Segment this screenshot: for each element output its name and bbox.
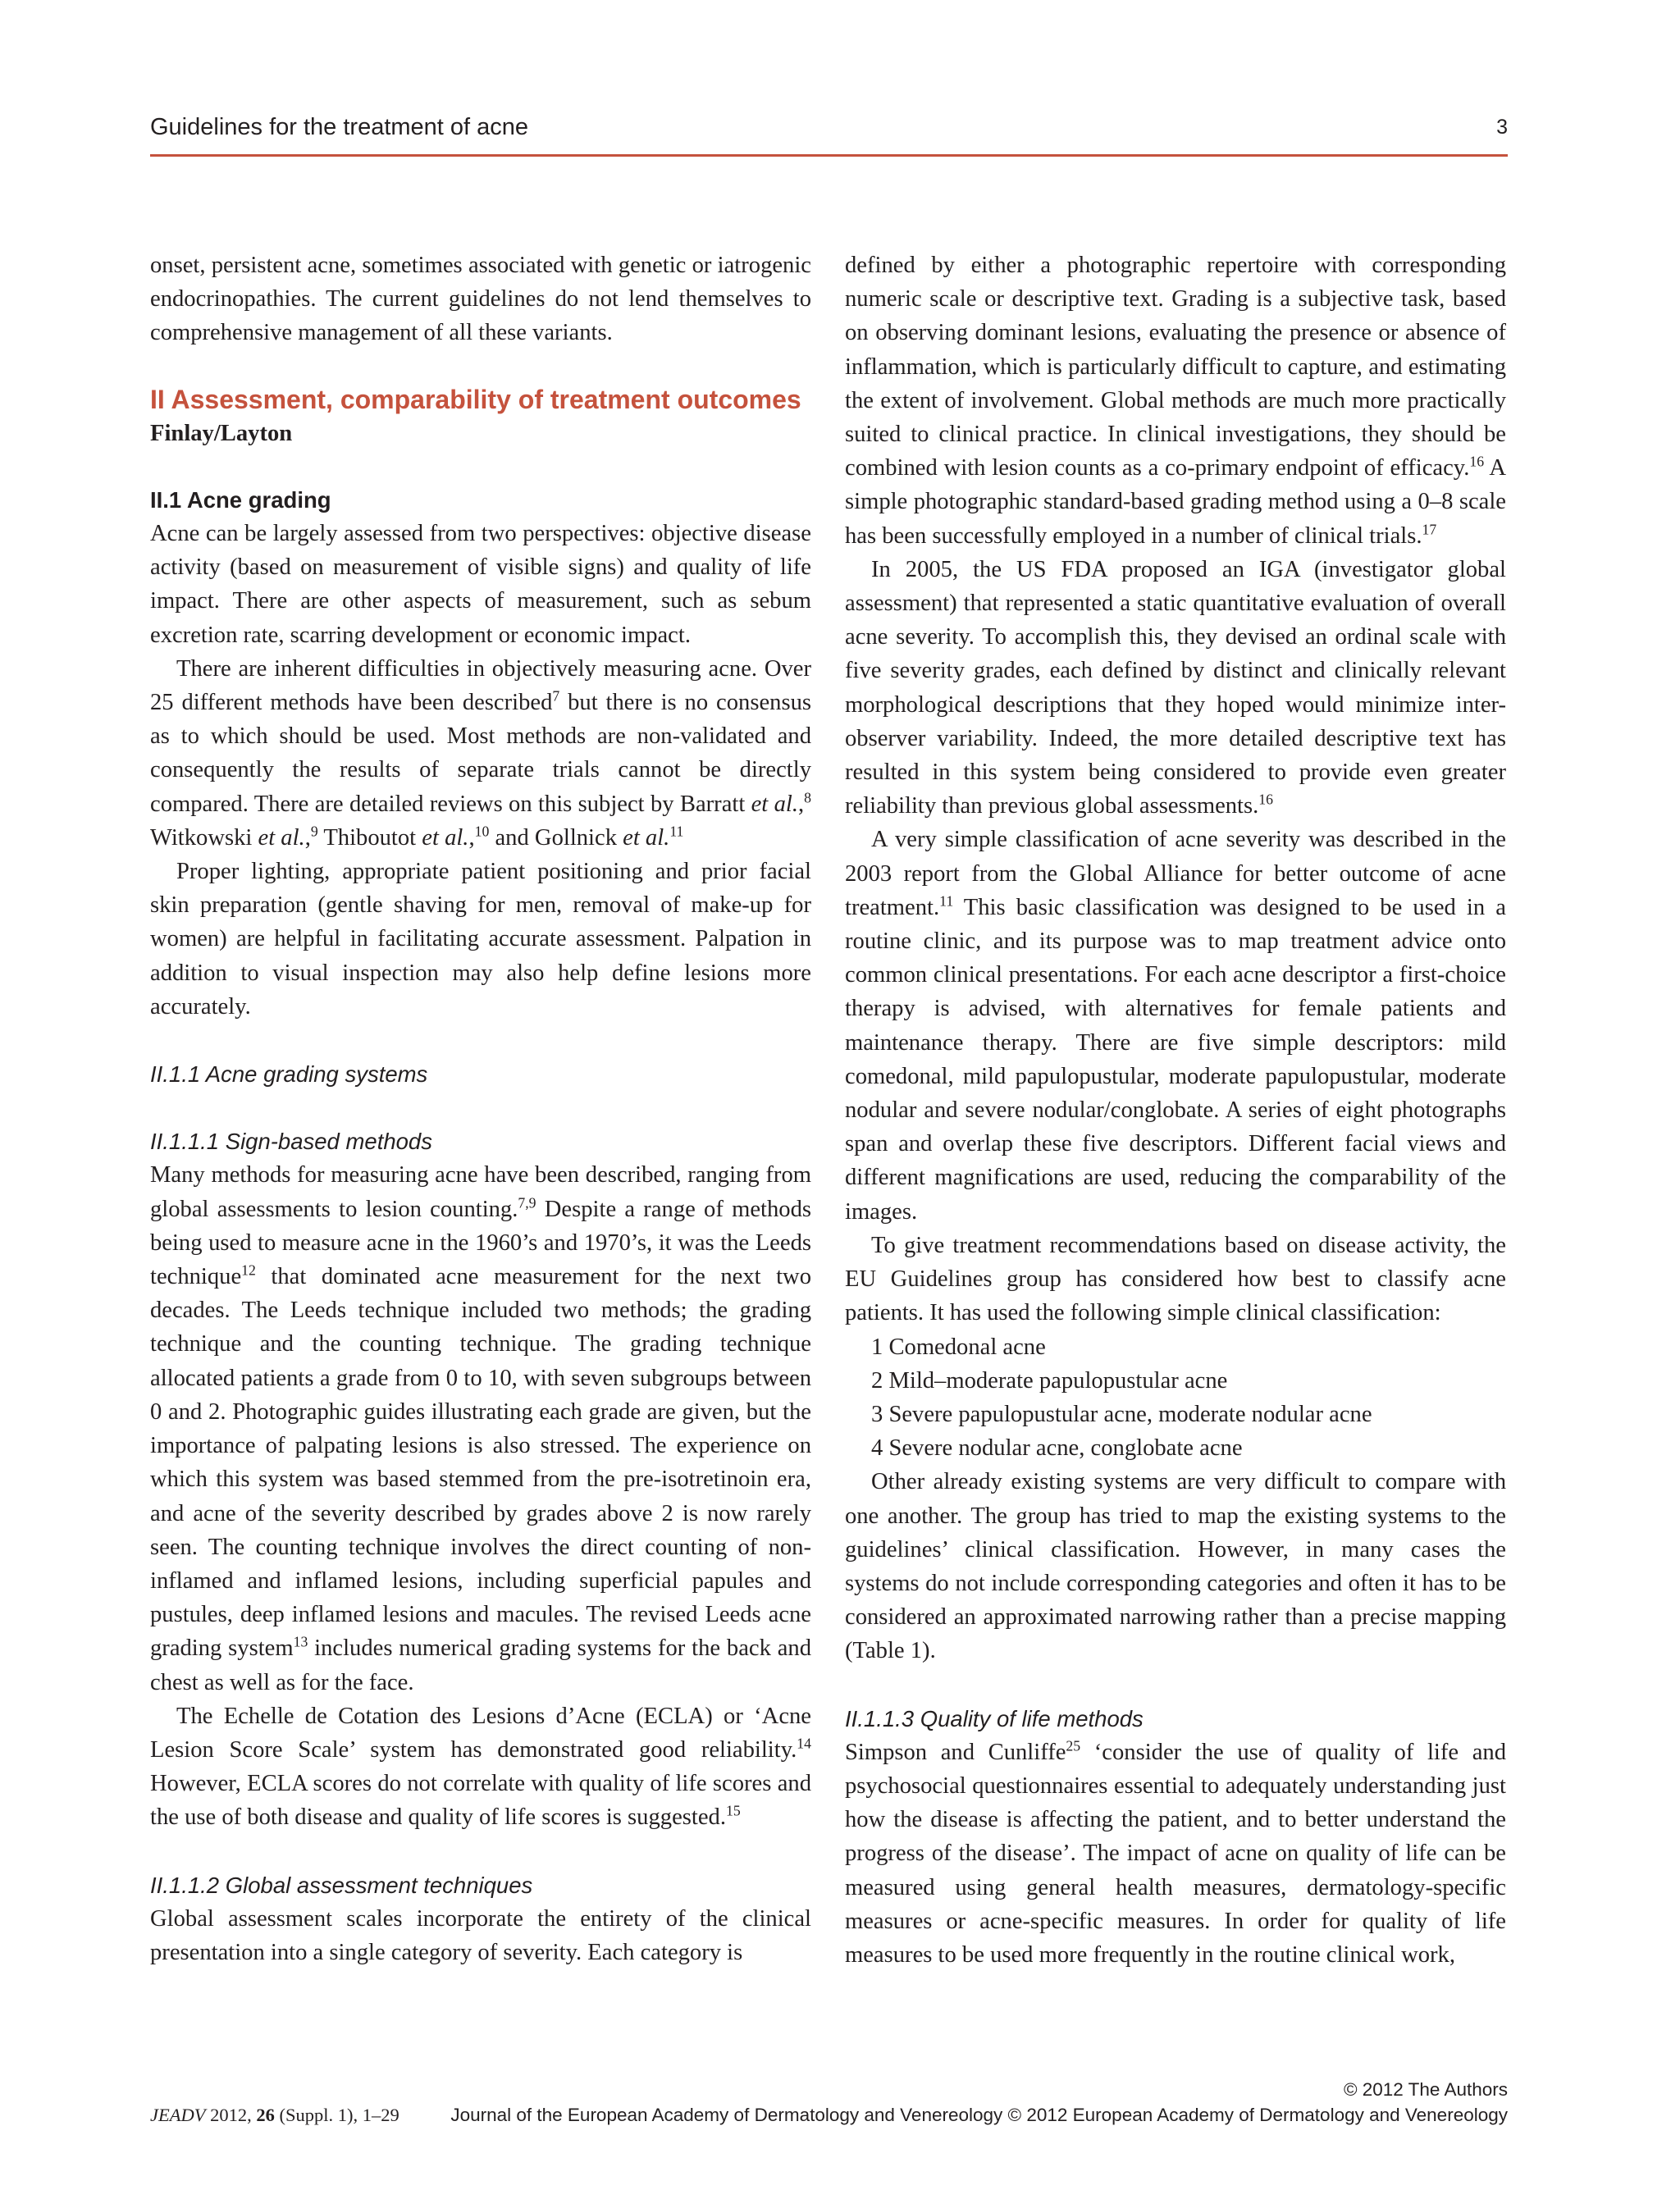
classification-item: 2 Mild–moderate papulopustular acne [871, 1367, 1228, 1394]
classification-item: 4 Severe nodular acne, conglobate acne [871, 1435, 1243, 1462]
paragraph-fda-iga: In 2005, the US FDA proposed an IGA (investigator global assessment) that represented a static quantitative evaluation of overall acne severity. To accomplish this, they devised an ordinal scale with five severity grades, each defined by distinct and clinically relevant morphological descriptions that they hoped would minimize inter-observer variability. Indeed, the more detailed descriptive text has resulted in this system being considered to provide even greater reliability than previous global assessments.$^{16}$ [845, 556, 1506, 819]
paragraph-simpson-cunliffe: Simpson and Cunliffe$^{25}$ ‘consider the use of quality of life and psychosocial questionnaires essential to adequately understanding just how the disease is affecting the patient, and to better understand the progress of the disease’. The impact of acne on quality of life can be measured using general health measures, dermatology-specific measures or acne-specific measures. In order for quality of life measures to be used more frequently in the routine clinical work, [845, 1737, 1506, 1968]
running-header [150, 110, 1508, 144]
section-authors: Finlay/Layton [150, 420, 293, 446]
citation-ref: 14 [797, 1735, 811, 1752]
paragraph-leeds-technique: Many methods for measuring acne have been described, ranging from global assessments to lesion counting.$^{7,9}$ Despite a range of methods being used to measure acne in the 1960’s and 1970’s, it was the Leeds technique$^{12}$ that dominated acne measurement for the next two decades. The Leeds technique included two methods; the grading technique and the counting technique. The grading technique allocated patients a grade from 0 to 10, with seven subgroups between 0 and 2. Photographic guides illustrating each grade are given, but the importance of palpating lesions is also stressed. The experience on which this system was based stemmed from the pre-isotretinoin era, and acne of the severity described by grades above 2 is now rarely seen. The counting technique involves the direct counting of non-inflamed and inflamed lesions, including superficial papules and pustules, deep inflamed lesions and macules. The revised Leeds acne grading system$^{13}$ includes numerical grading systems for the back and chest as well as for the face. [150, 1162, 811, 1695]
paragraph-proper-lighting: Proper lighting, appropriate patient positioning and prior facial skin preparation (gentle shaving for men, removal of make-up for women) are helpful in facilitating accurate assessment. Palpation in addition to visual inspection may also help define lesions more accurately. [150, 859, 811, 1020]
journal-copyright: Journal of the European Academy of Dermatology and Venereology © 2012 European Academy of Dermatology and Venereology [450, 2105, 1508, 2125]
paragraph-global-alliance: A very simple classification of acne severity was described in the 2003 report from the Global Alliance for better outcome of acne treatment.$^{11}$ This basic classification was designed to be used in a routine clinic, and its purpose was to map treatment advice onto common clinical presentations. For each acne descriptor a first-choice therapy is advised, with alternatives for female patients and maintenance therapy. There are five simple descriptors: mild comedonal, mild papulopustular, moderate papulopustular, moderate nodular and severe nodular/conglobate. A series of eight photographs span and overlap these five descriptors. Different facial views and different magnifications are used, reducing the comparability of the images. [845, 827, 1506, 1225]
heading-acne-grading-systems: II.1.1 Acne grading systems [150, 1061, 428, 1088]
citation-ref: 11 [939, 892, 954, 910]
page-number: 3 [1496, 116, 1508, 139]
paragraph-eu-guidelines: To give treatment recommendations based on disease activity, the EU Guidelines group has considered how best to classify acne patients. It has used the following simple clinical classification: [845, 1232, 1506, 1326]
citation-ref: 16 [1469, 453, 1485, 470]
citation-ref: 10 [474, 823, 490, 840]
paragraph-global-scales: Global assessment scales incorporate the entirety of the clinical presentation into a single category of severity. Each category is [150, 1905, 811, 1965]
heading-quality-of-life: II.1.1.3 Quality of life methods [845, 1705, 1144, 1731]
citation-ref: 9 [310, 823, 318, 840]
running-title: Guidelines for the treatment of acne [150, 114, 529, 140]
header-rule [150, 154, 1508, 157]
subsection-heading-acne-grading: II.1 Acne grading [150, 486, 331, 513]
left-column [150, 249, 811, 1969]
citation-ref: 11 [669, 823, 684, 840]
heading-global-assessment: II.1.1.2 Global assessment techniques [150, 1872, 533, 1898]
citation-ref: 12 [241, 1261, 256, 1279]
footer [150, 2103, 1508, 2128]
citation-ref: 16 [1258, 791, 1273, 808]
heading-sign-based-methods: II.1.1.1 Sign-based methods [150, 1129, 432, 1155]
paragraph-assessment-perspectives: Acne can be largely assessed from two perspectives: objective disease activity (based on measurement of visible signs) and quality of life impact. There are other aspects of measurement, such as sebum excretion rate, scarring development or economic impact. [150, 521, 811, 648]
citation-ref: 25 [1066, 1737, 1081, 1754]
footer-copyright-authors: © 2012 The Authors [1343, 2079, 1508, 2100]
paragraph-measurement-difficulties: There are inherent difficulties in objectively measuring acne. Over 25 different methods have been described$^7$ but there is no consensus as to which should be used. Most methods are non-validated and consequently the results of separate trials cannot be directly compared. There are detailed reviews on this subject by Barratt et al.,$^8$ Witkowski et al.,$^9$ Thiboutot et al.,$^{10}$ and Gollnick et al.$^{11}$ [150, 655, 811, 851]
paragraph-ecla: The Echelle de Cotation des Lesions d’Acne (ECLA) or ‘Acne Lesion Score Scale’ system has demonstrated good reliability.$^{14}$ However, ECLA scores do not correlate with quality of life scores and the use of both disease and quality of life scores is suggested.$^{15}$ [150, 1703, 811, 1831]
citation-ref: 17 [1422, 521, 1437, 538]
citation-ref: 7,9 [518, 1194, 536, 1211]
citation-ref: 7 [552, 687, 560, 705]
citation-ref: 15 [725, 1802, 741, 1819]
section-title: II Assessment, comparability of treatment outcomes [150, 384, 801, 414]
intro-paragraph: onset, persistent acne, sometimes associated with genetic or iatrogenic endocrinopathies. The current guidelines do not lend themselves to comprehensive management of all these variants. [150, 253, 811, 346]
citation-ref: 13 [293, 1633, 308, 1650]
paragraph-other-systems: Other already existing systems are very difficult to compare with one another. The group has tried to map the existing systems to the guidelines’ clinical classification. However, in many cases the systems do not include corresponding categories and often it has to be considered an approximated narrowing rather than a precise mapping (Table 1). [845, 1469, 1506, 1664]
journal-citation: JEADV 2012, 26 (Suppl. 1), 1–29 [150, 2105, 399, 2125]
classification-item: 3 Severe papulopustular acne, moderate nodular acne [871, 1401, 1372, 1427]
right-column [845, 249, 1506, 1972]
paragraph-global-methods: defined by either a photographic repertoire with corresponding numeric scale or descriptive text. Grading is a subjective task, based on observing dominant lesions, evaluating the presence or absence of inflammation, which is particularly difficult to capture, and estimating the extent of involvement. Global methods are much more practically suited to clinical practice. In clinical investigations, they should be combined with lesion counts as a co-primary endpoint of efficacy.$^{16}$ A simple photographic standard-based grading method using a 0–8 scale has been successfully employed in a number of clinical trials.$^{17}$ [845, 253, 1506, 549]
citation-ref: 8 [804, 789, 811, 806]
classification-item: 1 Comedonal acne [871, 1334, 1046, 1360]
